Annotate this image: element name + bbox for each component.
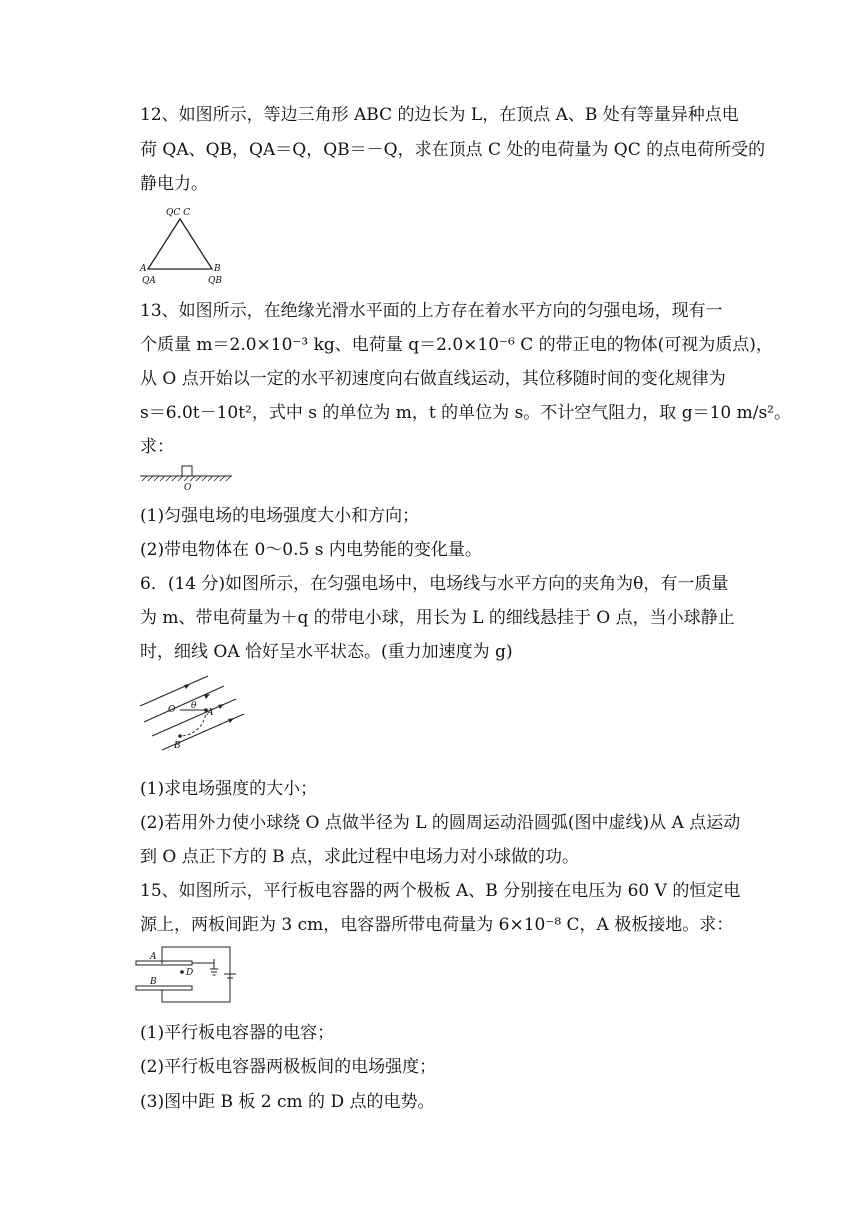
q12-line-1: 12、如图所示，等边三角形 ABC 的边长为 L，在顶点 A、B 处有等量异种点电 — [140, 105, 739, 125]
ground-o-label: O — [184, 483, 192, 493]
triangle-bottom-right-label: QB — [208, 276, 222, 286]
q6-line-3: 时，细线 OA 恰好呈水平状态。(重力加速度为 g) — [140, 642, 513, 662]
capacitor-b-label: B — [150, 977, 157, 987]
q12-line-2: 荷 QA、QB，QA＝Q，QB＝－Q，求在顶点 C 处的电荷量为 QC 的点电荷所受的 — [140, 140, 766, 160]
triangle-left-label: A — [140, 264, 147, 274]
triangle-bottom-left-label: QA — [142, 276, 156, 286]
q15-sub-1: (1)平行板电容器的电容； — [140, 1023, 335, 1043]
field-b-label: B — [174, 741, 181, 751]
field-a-label: A — [207, 708, 214, 718]
q12-line-3: 静电力。 — [140, 174, 208, 194]
q6-line-1: 6．(14 分)如图所示，在匀强电场中，电场线与水平方向的夹角为θ，有一质量 — [140, 574, 729, 594]
triangle-top-label: QC C — [166, 208, 191, 218]
q6-sub-2b: 到 O 点正下方的 B 点，求此过程中电场力对小球做的功。 — [140, 847, 580, 867]
q6-line-2: 为 m、带电荷量为＋q 的带电小球，用长为 L 的细线悬挂于 O 点，当小球静止 — [140, 608, 735, 628]
field-theta-label: θ — [191, 701, 197, 711]
capacitor-figure — [134, 942, 238, 1008]
q15-line-1: 15、如图所示，平行板电容器的两个极板 A、B 分别接在电压为 60 V 的恒定电 — [140, 881, 741, 901]
q15-sub-2: (2)平行板电容器两极板间的电场强度； — [140, 1057, 437, 1077]
q15-sub-3: (3)图中距 B 板 2 cm 的 D 点的电势。 — [140, 1092, 435, 1112]
capacitor-d-label: D — [186, 968, 194, 978]
q13-line-3: 从 O 点开始以一定的水平初速度向右做直线运动，其位移随时间的变化规律为 — [140, 369, 726, 389]
q13-line-5: 求： — [140, 437, 174, 457]
q13-sub-2: (2)带电物体在 0～0.5 s 内电势能的变化量。 — [140, 540, 482, 560]
q6-sub-1: (1)求电场强度的大小； — [140, 779, 318, 799]
capacitor-a-label: A — [150, 952, 157, 962]
field-o-label: O — [168, 705, 176, 715]
ground-block-figure — [138, 463, 238, 493]
q13-line-1: 13、如图所示，在绝缘光滑水平面的上方存在着水平方向的匀强电场，现有一 — [140, 301, 723, 321]
q13-line-2: 个质量 m＝2.0×10⁻³ kg、电荷量 q＝2.0×10⁻⁶ C 的带正电的物体(可视为质点)， — [140, 335, 773, 355]
q6-sub-2a: (2)若用外力使小球绕 O 点做半径为 L 的圆周运动沿圆弧(图中虚线)从 A 点运动 — [140, 813, 741, 833]
triangle-figure — [134, 203, 234, 291]
field-lines-figure — [138, 672, 250, 756]
q15-line-2: 源上，两板间距为 3 cm，电容器所带电荷量为 6×10⁻⁸ C，A 极板接地。求： — [140, 915, 734, 935]
q13-sub-1: (1)匀强电场的电场强度大小和方向； — [140, 506, 420, 526]
q13-line-4: s＝6.0t－10t²，式中 s 的单位为 m，t 的单位为 s。不计空气阻力，取 g＝10 m/s²。 — [140, 403, 791, 423]
triangle-right-label: B — [214, 264, 221, 274]
